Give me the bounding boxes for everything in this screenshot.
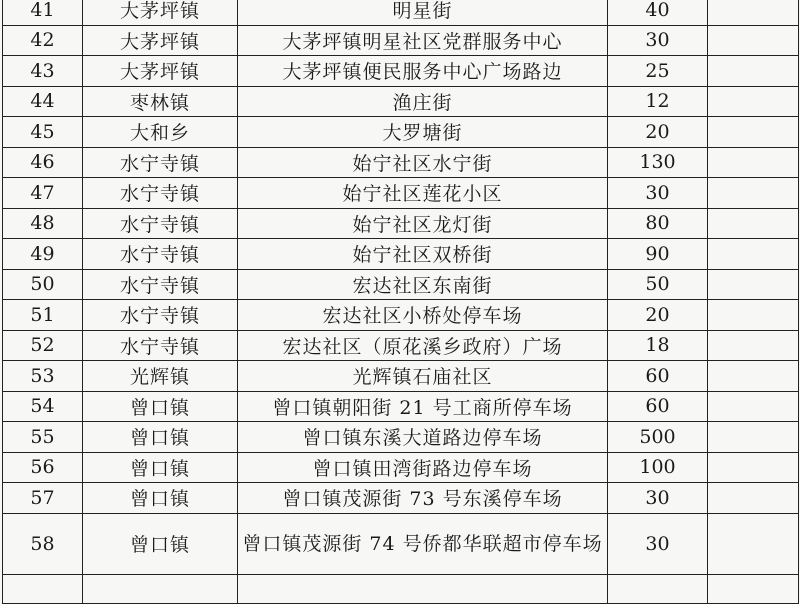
location-cell: 大茅坪镇便民服务中心广场路边	[238, 56, 608, 87]
count-cell: 60	[608, 391, 708, 422]
remarks-cell	[708, 56, 799, 87]
row-number-cell: 44	[3, 86, 83, 117]
town-cell: 大茅坪镇	[83, 0, 238, 25]
table-row	[3, 208, 799, 239]
row-number-cell: 49	[3, 239, 83, 270]
table-row	[3, 300, 799, 331]
empty-cell	[708, 574, 799, 603]
table-row	[3, 178, 799, 209]
empty-cell	[608, 574, 708, 603]
remarks-cell	[708, 86, 799, 117]
town-cell: 水宁寺镇	[83, 300, 238, 331]
location-cell: 宏达社区小桥处停车场	[238, 300, 608, 331]
town-cell: 水宁寺镇	[83, 330, 238, 361]
location-cell: 曾口镇田湾街路边停车场	[238, 452, 608, 483]
row-number-cell: 57	[3, 483, 83, 514]
count-cell: 20	[608, 300, 708, 331]
row-number-cell: 45	[3, 117, 83, 148]
row-number-cell: 41	[3, 0, 83, 25]
town-cell: 大和乡	[83, 117, 238, 148]
town-cell: 水宁寺镇	[83, 178, 238, 209]
remarks-cell	[708, 178, 799, 209]
count-cell: 20	[608, 117, 708, 148]
row-number-cell: 55	[3, 422, 83, 453]
remarks-cell	[708, 452, 799, 483]
town-cell: 曾口镇	[83, 483, 238, 514]
remarks-cell	[708, 0, 799, 25]
row-number-cell: 48	[3, 208, 83, 239]
remarks-cell	[708, 300, 799, 331]
empty-cell	[3, 574, 83, 603]
table-row	[3, 117, 799, 148]
row-number-cell: 50	[3, 269, 83, 300]
table-row	[3, 391, 799, 422]
remarks-cell	[708, 422, 799, 453]
location-cell: 大罗塘街	[238, 117, 608, 148]
count-cell: 50	[608, 269, 708, 300]
row-number-cell: 56	[3, 452, 83, 483]
location-cell: 始宁社区莲花小区	[238, 178, 608, 209]
town-cell: 曾口镇	[83, 422, 238, 453]
location-cell: 曾口镇茂源街 73 号东溪停车场	[238, 483, 608, 514]
location-cell: 曾口镇东溪大道路边停车场	[238, 422, 608, 453]
town-cell: 枣林镇	[83, 86, 238, 117]
table-row-partial	[3, 574, 799, 603]
remarks-cell	[708, 513, 799, 574]
count-cell: 100	[608, 452, 708, 483]
remarks-cell	[708, 117, 799, 148]
town-cell: 水宁寺镇	[83, 269, 238, 300]
table-body	[3, 0, 799, 603]
remarks-cell	[708, 239, 799, 270]
remarks-cell	[708, 269, 799, 300]
row-number-cell: 43	[3, 56, 83, 87]
table-row	[3, 86, 799, 117]
count-cell: 40	[608, 0, 708, 25]
remarks-cell	[708, 147, 799, 178]
count-cell: 130	[608, 147, 708, 178]
count-cell: 12	[608, 86, 708, 117]
count-cell: 80	[608, 208, 708, 239]
table-row	[3, 513, 799, 574]
table-row	[3, 0, 799, 25]
empty-cell	[83, 574, 238, 603]
table-row	[3, 330, 799, 361]
row-number-cell: 42	[3, 25, 83, 56]
table-row	[3, 269, 799, 300]
row-number-cell: 47	[3, 178, 83, 209]
town-cell: 曾口镇	[83, 452, 238, 483]
town-cell: 水宁寺镇	[83, 147, 238, 178]
location-cell: 始宁社区水宁街	[238, 147, 608, 178]
row-number-cell: 54	[3, 391, 83, 422]
count-cell: 500	[608, 422, 708, 453]
location-cell: 宏达社区（原花溪乡政府）广场	[238, 330, 608, 361]
remarks-cell	[708, 361, 799, 392]
town-cell: 水宁寺镇	[83, 239, 238, 270]
row-number-cell: 58	[3, 513, 83, 574]
table-row	[3, 422, 799, 453]
town-cell: 大茅坪镇	[83, 56, 238, 87]
data-table	[2, 0, 799, 604]
location-cell: 明星街	[238, 0, 608, 25]
location-cell: 光辉镇石庙社区	[238, 361, 608, 392]
town-cell: 水宁寺镇	[83, 208, 238, 239]
row-number-cell: 46	[3, 147, 83, 178]
table-row	[3, 239, 799, 270]
count-cell: 90	[608, 239, 708, 270]
remarks-cell	[708, 208, 799, 239]
empty-cell	[238, 574, 608, 603]
location-cell: 曾口镇朝阳街 21 号工商所停车场	[238, 391, 608, 422]
location-cell: 渔庄街	[238, 86, 608, 117]
table-row	[3, 483, 799, 514]
row-number-cell: 53	[3, 361, 83, 392]
count-cell: 18	[608, 330, 708, 361]
town-cell: 光辉镇	[83, 361, 238, 392]
table-row	[3, 25, 799, 56]
town-cell: 曾口镇	[83, 513, 238, 574]
town-cell: 曾口镇	[83, 391, 238, 422]
remarks-cell	[708, 391, 799, 422]
count-cell: 30	[608, 483, 708, 514]
count-cell: 30	[608, 513, 708, 574]
row-number-cell: 52	[3, 330, 83, 361]
table-row	[3, 56, 799, 87]
town-cell: 大茅坪镇	[83, 25, 238, 56]
table-row	[3, 452, 799, 483]
location-cell: 始宁社区龙灯街	[238, 208, 608, 239]
location-cell: 宏达社区东南街	[238, 269, 608, 300]
count-cell: 60	[608, 361, 708, 392]
table-row	[3, 147, 799, 178]
remarks-cell	[708, 483, 799, 514]
location-cell: 始宁社区双桥街	[238, 239, 608, 270]
remarks-cell	[708, 25, 799, 56]
row-number-cell: 51	[3, 300, 83, 331]
count-cell: 30	[608, 25, 708, 56]
count-cell: 30	[608, 178, 708, 209]
location-cell: 曾口镇茂源街 74 号侨都华联超市停车场	[238, 513, 608, 574]
table-row	[3, 361, 799, 392]
count-cell: 25	[608, 56, 708, 87]
remarks-cell	[708, 330, 799, 361]
location-cell: 大茅坪镇明星社区党群服务中心	[238, 25, 608, 56]
